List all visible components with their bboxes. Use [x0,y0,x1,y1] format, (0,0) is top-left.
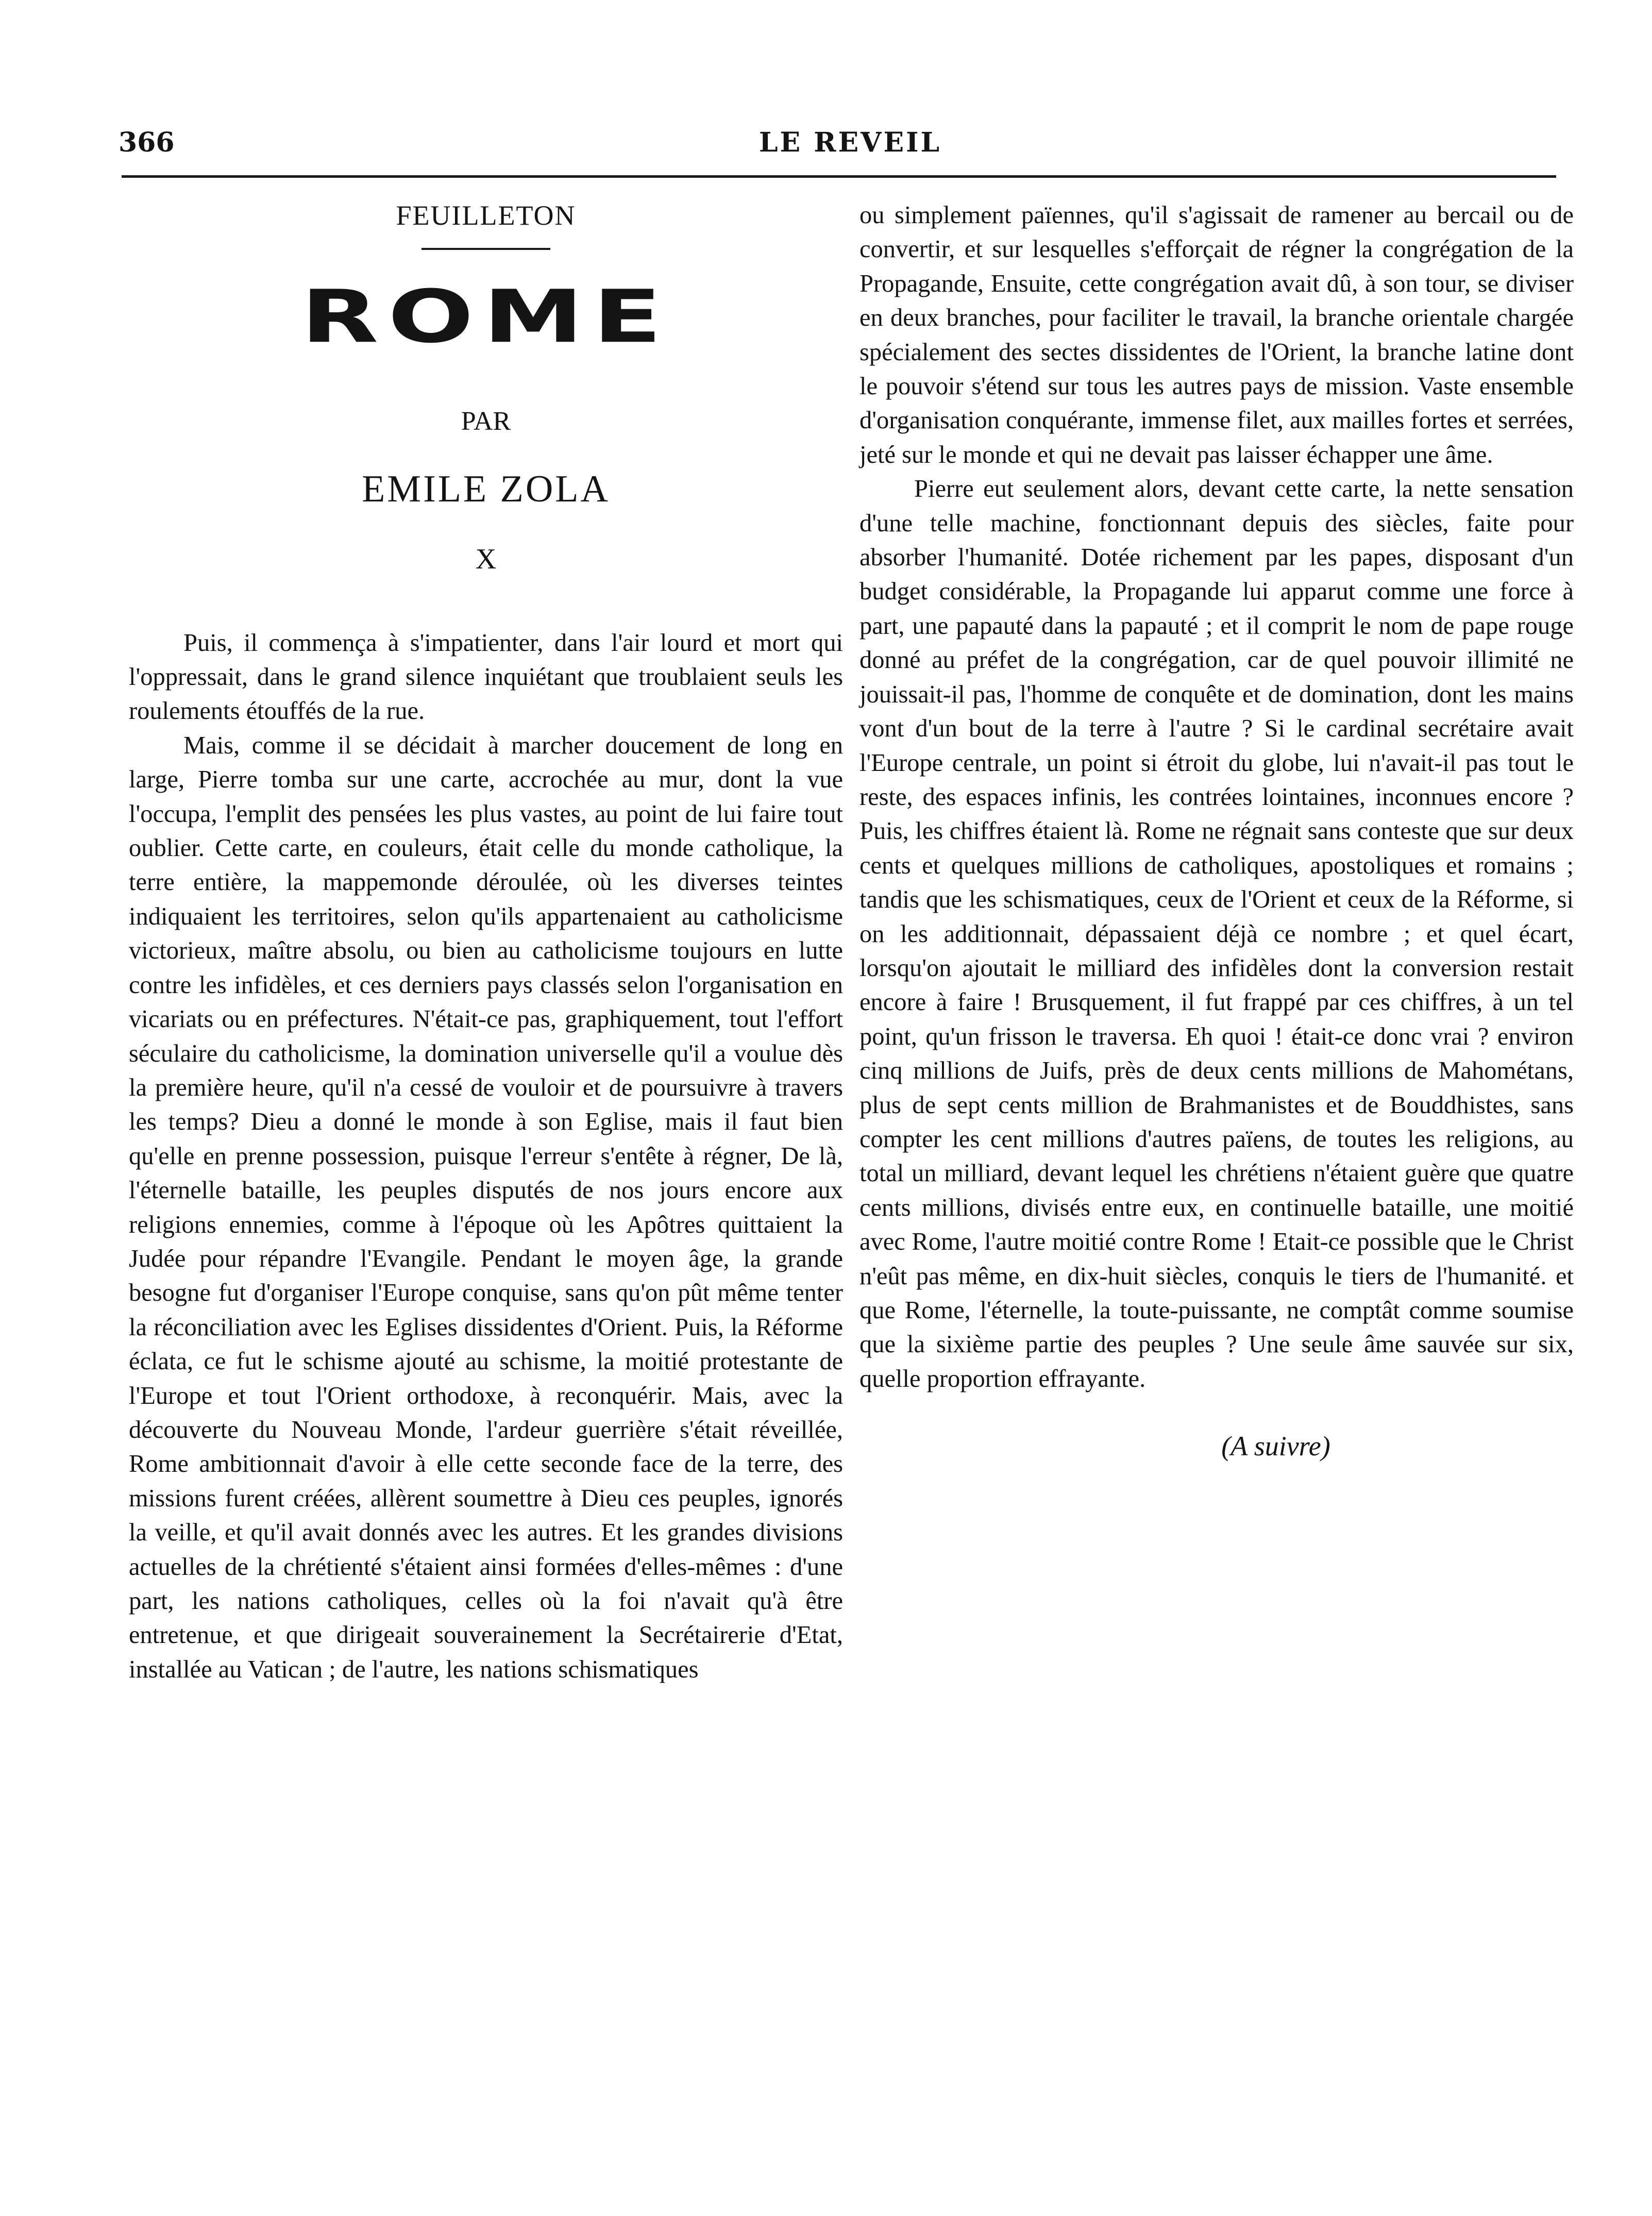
paragraph: Puis, il commença à s'impatienter, dans l'air lourd et mort qui l'oppressait, dans le grand silence inquiétant que troublaient seuls les roulements étouffés de la rue. [129,629,843,725]
author-name: EMILE ZOLA [362,467,610,510]
byline-prefix: PAR [461,407,511,437]
chapter-number: X [475,543,497,576]
paragraph: Mais, comme il se décidait à marcher doucement de long en large, Pierre tomba sur une carte, accrochée au mur, dont la vue l'occupa, l'emplit des pensées les plus vastes, au point de lui faire tout oublier. Cette carte, en couleurs, était celle du monde catholique, la terre entière, la mappemonde déroulée, où les diverses teintes indiquaient les territoires, selon qu'ils appartenaient au catholicisme victorieux, maître absolu, ou bien au catholicisme toujours en lutte contre les infidèles, et ces derniers pays classés selon l'organisation en vicariats ou en préfectures. N'était-ce pas, graphiquement, tout l'effort séculaire du catholicisme, la domination universelle qu'il a voulue dès la première heure, qu'il n'a cessé de vouloir et de poursuivre à travers les temps? Dieu a donné le monde à son Eglise, mais il faut bien qu'elle en prenne possession, puisque l'erreur s'entête à régner, De là, l'éternelle bataille, les peuples disputés de nos jours encore aux religions ennemies, comme à l'époque où les Apôtres quittaient la Judée pour répandre l'Evangile. Pendant le moyen âge, la grande besogne fut d'organiser l'Europe conquise, sans qu'on pût même tenter la réconciliation avec les Eglises dissidentes d'Orient. Puis, la Réforme éclata, ce fut le schisme ajouté au schisme, la moitié protestante de l'Europe et tout l'Orient orthodoxe, à reconquérir. Mais, avec la découverte du Nouveau Monde, l'ardeur guerrière s'était réveillée, Rome ambitionnait d'avoir à elle cette seconde face de la terre, des missions furent créées, allèrent soumettre à Dieu ces peuples, ignorés la veille, et qu'il avait donnés avec les autres. Et les grandes divisions actuelles de la chrétienté s'étaient ainsi formées d'elles-mêmes : d'une part, les nations catholiques, celles où la foi n'avait qu'à être entretenue, et que dirigeait souverainement la Secrétairerie d'Etat, installée au Vatican ; de l'autre, les nations schismatiques [129,731,843,1683]
article-title: ROME [300,275,671,360]
to-be-continued: (A suivre) [1221,1431,1330,1462]
header-rule [122,175,1556,178]
running-title: LE REVEIL [758,127,942,158]
paragraph: Pierre eut seulement alors, devant cette carte, la nette sensation d'une telle machine, fonctionnant depuis des siècles, faite pour absorber l'humanité. Dotée richement par les papes, disposant d'un budget considérable, la Propagande lui apparut comme une force à part, une papauté dans la papauté ; et il comprit le nom de pape rouge donné au préfet de la congrégation, car de quel pouvoir illimité ne jouissait-il pas, l'homme de conquête et de domination, dont les mains vont d'un bout de la terre à l'autre ? Si le cardinal secrétaire avait l'Europe centrale, un point si étroit du globe, lui n'avait-il pas tout le reste, des espaces infinis, les contrées lointaines, inconnues encore ? Puis, les chiffres étaient là. Rome ne régnait sans conteste que sur deux cents et quelques millions de catholiques, apostoliques et romains ; tandis que les schismatiques, ceux de l'Orient et ceux de la Réforme, si on les additionnait, dépassaient déjà ce nombre ; et quel écart, lorsqu'on ajoutait le milliard des infidèles dont la conversion restait encore à faire ! Brusquement, il fut frappé par ces chiffres, à un tel point, qu'un frisson le traversa. Eh quoi ! était-ce donc vrai ? environ cinq millions de Juifs, près de deux cents millions de Mahométans, plus de sept cents million de Brahmanistes et de Bouddhistes, sans compter les cent millions d'autres païens, de toutes les religions, au total un milliard, devant lequel les chrétiens n'étaient guère que quatre cents millions, divisés entre eux, en continuelle bataille, une moitié avec Rome, l'autre moitié contre Rome ! Etait-ce possible que le Christ n'eût pas même, en dix-huit siècles, conquis le tiers de l'humanité. et que Rome, l'éternelle, la toute-puissante, ne comptât comme soumise que la sixième partie des peuples ? Une seule âme sauvée sur six, quelle proportion effrayante. [859,475,1574,1392]
paragraph: ou simplement païennes, qu'il s'agissait de ramener au bercail ou de convertir, et sur lesquelles s'efforçait de régner la congrégation de la Propagande, Ensuite, cette congrégation avait dû, à son tour, se diviser en deux branches, pour faciliter le travail, la branche orientale chargée spécialement des sectes dissidentes de l'Orient, la branche latine dont le pouvoir s'étend sur tous les autres pays de mission. Vaste ensemble d'organisation conquérante, immense filet, aux mailles fortes et serrées, jeté sur le monde et qui ne devait pas laisser échapper une âme. [859,202,1574,468]
section-label: FEUILLETON [396,200,576,231]
title-divider [422,248,550,250]
page-number: 366 [119,127,175,158]
left-column [129,198,843,1687]
right-column [859,198,1574,1464]
